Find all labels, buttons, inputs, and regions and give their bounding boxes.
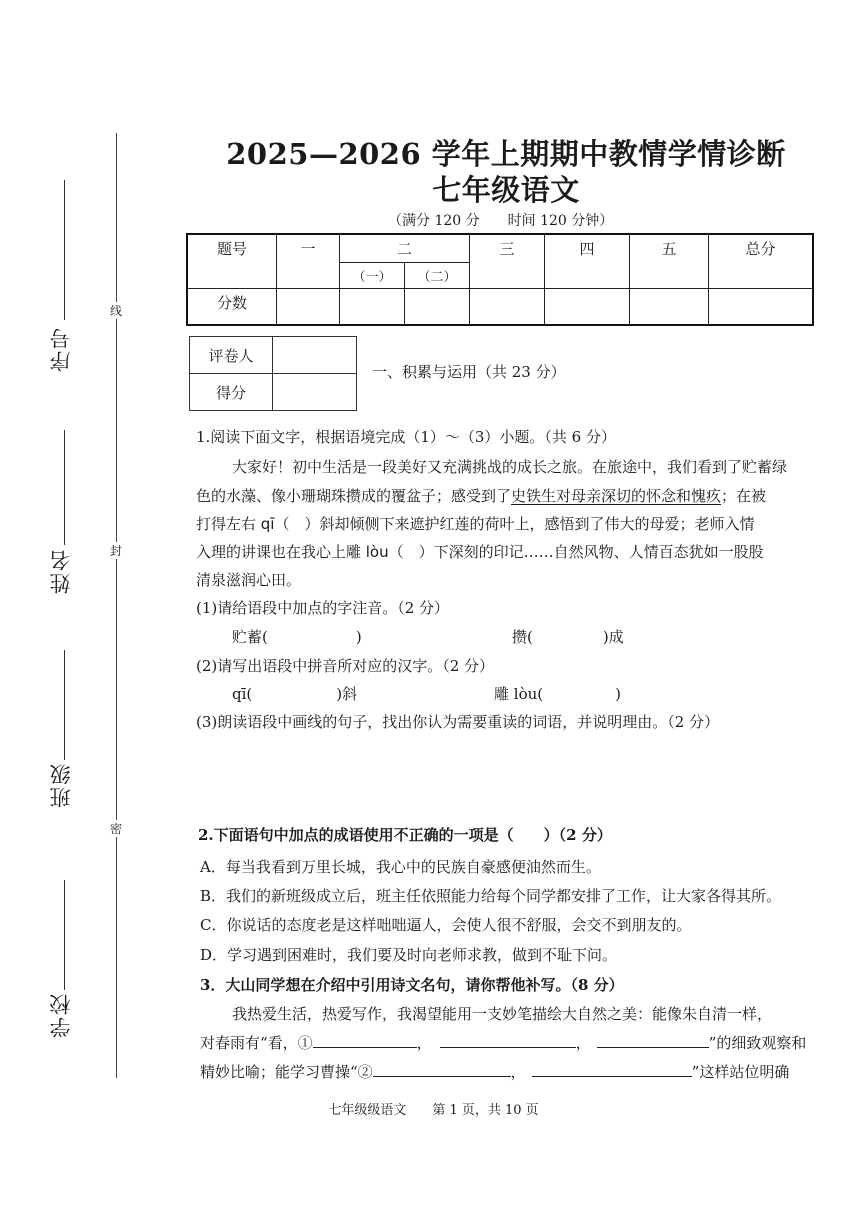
col-total: 总分 [709, 234, 814, 289]
q3-stem: 3．大山同学想在介绍中引用诗文名句，请你帮他补写。（8 分） [200, 976, 624, 994]
q1-2-b: 雕 lòu( ) [494, 685, 621, 703]
col-1: 一 [277, 234, 340, 289]
col-2: 二 [340, 234, 470, 263]
q2-option-d: D．学习遇到困难时，我们要及时向老师求教，做到不耻下问。 [200, 946, 618, 964]
section1-heading: 一、积累与运用（共 23 分） [372, 363, 566, 381]
grader-score-label: 得分 [190, 374, 273, 411]
underlined-sentence: 史铁生对母亲深切的怀念和愧疚 [511, 487, 722, 505]
seq-label: 序号 [49, 326, 73, 372]
grader-score-cell[interactable] [273, 374, 357, 411]
q3-blank-1a[interactable] [313, 1032, 417, 1048]
class-label: 班级 [49, 762, 73, 808]
seal-char-xian: 线 [109, 304, 122, 318]
score-cell-1[interactable] [277, 289, 340, 325]
q1-1-a: 贮蓄( ) [232, 628, 362, 646]
q2-option-b: B．我们的新班级成立后，班主任依照能力给每个同学都安排了工作，让大家各得其所。 [200, 887, 782, 905]
q1-2-a: qī( )斜 [232, 685, 358, 703]
q3-line-1: 我热爱生活，热爱写作，我渴望能用一支妙笔描绘大自然之美：能像朱自清一样， [232, 1005, 773, 1023]
score-cell-3[interactable] [470, 289, 545, 325]
score-cell-4[interactable] [545, 289, 630, 325]
q1-3-answer-area[interactable] [196, 740, 816, 816]
name-line [64, 430, 65, 545]
reviewer-label: 评卷人 [190, 337, 273, 374]
col-2-sub-2: （二） [405, 263, 470, 289]
q3-blank-1c[interactable] [597, 1032, 709, 1048]
passage-line-2: 色的水藻、像小珊瑚珠攒成的覆盆子；感受到了史铁生对母亲深切的怀念和愧疚；在被 [196, 487, 767, 505]
q3-blank-2a[interactable] [373, 1061, 511, 1077]
name-label: 姓名 [49, 548, 73, 594]
q3-line-3: 精妙比喻；能学习曹操“② ， ”这样站位明确 [200, 1063, 790, 1081]
reviewer-cell[interactable] [273, 337, 357, 374]
score-cell-2a[interactable] [340, 289, 405, 325]
header-label: 题号 [187, 234, 277, 289]
page-footer: 七年级级语文 第 1 页，共 10 页 [328, 1103, 539, 1118]
grader-box [189, 336, 357, 411]
seal-char-feng: 封 [109, 544, 122, 558]
col-4: 四 [545, 234, 630, 289]
score-label: 分数 [187, 289, 277, 325]
exam-title: 2025—2026 学年上期期中教情学情诊断 [226, 137, 786, 171]
passage-line-1: 大家好！初中生活是一段美好又充满挑战的成长之旅。在旅途中，我们看到了贮蓄绿 [232, 458, 788, 476]
school-label: 学校 [49, 992, 73, 1038]
passage-line-4: 入理的讲课也在我心上雕 lòu（ ）下深刻的印记……自然风物、人情百态犹如一股股 [196, 543, 764, 561]
q1-stem: 1.阅读下面文字，根据语境完成（1）～（3）小题。（共 6 分） [196, 428, 616, 446]
school-line [64, 880, 65, 990]
score-cell-total[interactable] [709, 289, 814, 325]
q2-stem: 2.下面语句中加点的成语使用不正确的一项是（ ）（2 分） [198, 826, 612, 844]
q1-3-stem: (3)朗读语段中画线的句子，找出你认为需要重读的词语，并说明理由。（2 分） [196, 713, 720, 731]
col-3: 三 [470, 234, 545, 289]
q2-option-c: C．你说话的态度老是这样咄咄逼人，会使人很不舒服，会交不到朋友的。 [200, 916, 692, 934]
score-table [186, 233, 814, 326]
q3-line-2: 对春雨有“看，① ， ， ”的细致观察和 [200, 1034, 807, 1052]
q2-option-a: A．每当我看到万里长城，我心中的民族自豪感便油然而生。 [200, 858, 601, 876]
q1-1-b: 攒( )成 [512, 628, 624, 646]
passage-line-5: 清泉滋润心田。 [196, 571, 302, 589]
binding-line [116, 133, 117, 1078]
col-2-sub-1: （一） [340, 263, 405, 289]
q3-blank-1b[interactable] [440, 1032, 576, 1048]
q1-2-stem: (2)请写出语段中拼音所对应的汉字。（2 分） [196, 657, 495, 675]
col-5: 五 [630, 234, 709, 289]
seal-char-mi: 密 [109, 822, 122, 836]
class-line [64, 650, 65, 760]
exam-meta: （满分 120 分 时间 120 分钟） [388, 213, 614, 229]
score-cell-2b[interactable] [405, 289, 470, 325]
q3-blank-2b[interactable] [532, 1061, 692, 1077]
q1-1-stem: (1)请给语段中加点的字注音。（2 分） [196, 599, 450, 617]
subject-title: 七年级语文 [432, 173, 580, 207]
passage-line-3: 打得左右 qī（ ）斜却倾侧下来遮护红莲的荷叶上，感悟到了伟大的母爱；老师入情 [196, 515, 755, 533]
score-cell-5[interactable] [630, 289, 709, 325]
